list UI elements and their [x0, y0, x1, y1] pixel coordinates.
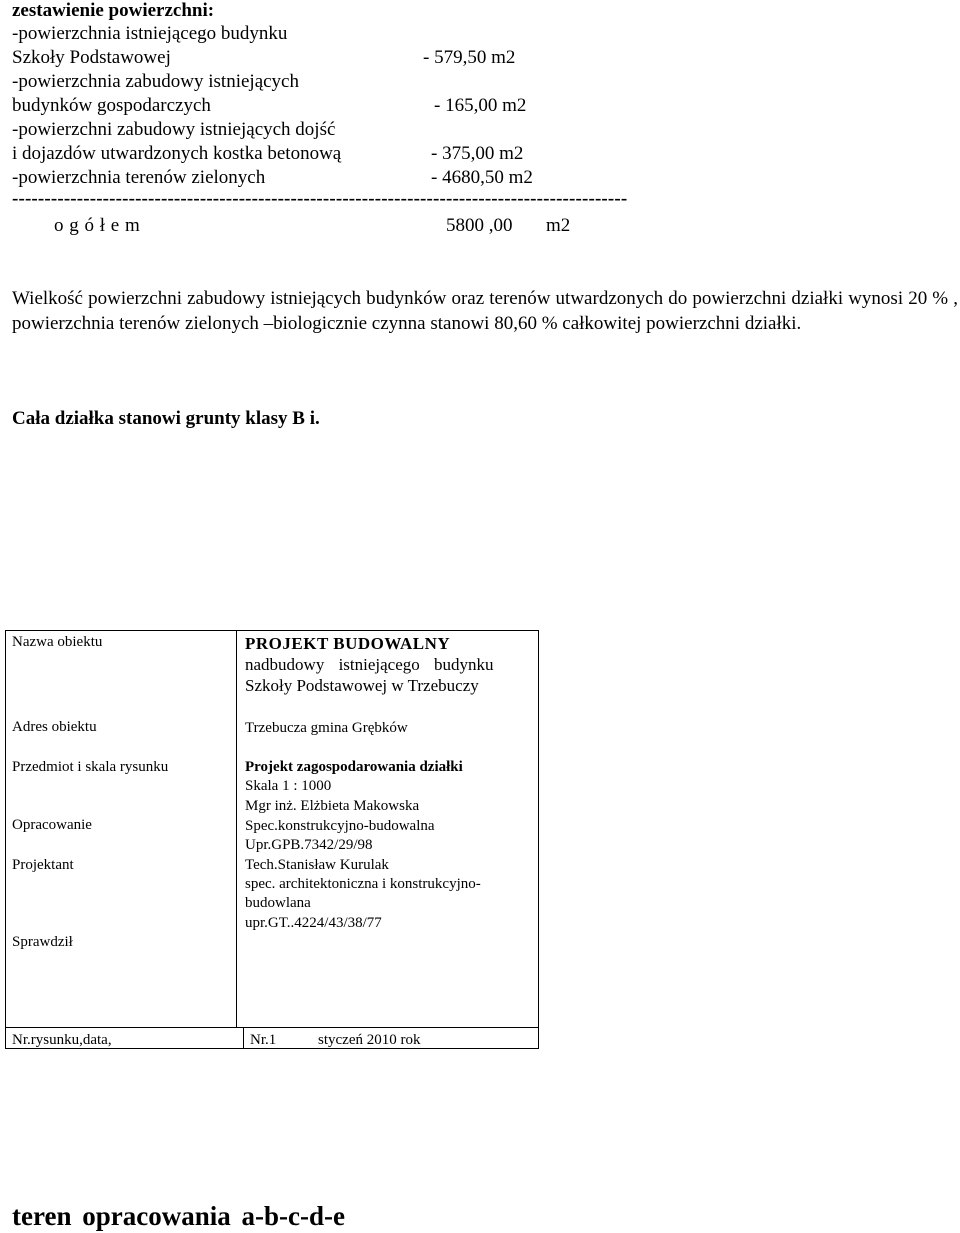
total-value: 5800 ,00	[446, 215, 513, 236]
project-desc-line2: Szkoły Podstawowej w Trzebuczy	[245, 676, 479, 695]
row-1-label-line2: Szkoły Podstawowej	[12, 47, 171, 68]
row-3-value: - 375,00 m2	[431, 143, 524, 164]
coverage-paragraph-text: Wielkość powierzchni zabudowy istniejących budynków oraz terenów utwardzonych do powierzchni działki wynosi 20 % , powierzchnia terenów zielonych –biologicznie czynna stanowi 80,60 % całkowitej powierzchni działki.	[12, 288, 958, 334]
row-4-label-line1: -powierzchnia terenów zielonych	[12, 167, 266, 188]
row-2-value: - 165,00 m2	[434, 95, 527, 116]
drawing-number: Nr.1	[250, 1032, 277, 1048]
summary-heading: zestawienie powierzchni:	[12, 0, 215, 21]
label-designer: Projektant	[12, 857, 74, 873]
author2-specialty-line2: budowlana	[245, 895, 311, 911]
title-block-bottom-rule	[6, 1027, 538, 1028]
author1-license: Upr.GPB.7342/29/98	[245, 837, 373, 853]
row-1-value: - 579,50 m2	[423, 47, 516, 68]
row-4-value: - 4680,50 m2	[431, 167, 533, 188]
author1-specialty: Spec.konstrukcyjno-budowalna	[245, 818, 435, 834]
label-object-name: Nazwa obiektu	[12, 634, 103, 650]
row-2-label-line1: -powierzchnia zabudowy istniejących	[12, 71, 299, 92]
label-checked: Sprawdził	[12, 934, 73, 950]
author2-license: upr.GT..4224/43/38/77	[245, 915, 382, 931]
scale-value: Skala 1 : 1000	[245, 778, 332, 794]
project-title: PROJEKT BUDOWALNY	[245, 634, 451, 653]
row-2-label-line2: budynków gospodarczych	[12, 95, 211, 116]
author2-name: Tech.Stanisław Kurulak	[245, 857, 389, 873]
label-subject-scale: Przedmiot i skala rysunku	[12, 759, 169, 775]
total-label: o g ó ł e m	[54, 215, 141, 236]
coverage-paragraph	[12, 286, 958, 336]
row-3-label-line1: -powierzchni zabudowy istniejących dojść	[12, 119, 336, 140]
project-desc-line1: nadbudowy istniejącego budynku	[245, 655, 494, 674]
object-address-value: Trzebucza gmina Grębków	[245, 720, 408, 736]
row-1-label-line1: -powierzchnia istniejącego budynku	[12, 23, 288, 44]
title-block-divider	[236, 631, 237, 1027]
row-3-label-line2: i dojazdów utwardzonych kostka betonową	[12, 143, 342, 164]
title-block-footer-divider	[243, 1027, 244, 1049]
label-drawing-no-date: Nr.rysunku,data,	[12, 1032, 112, 1048]
soil-class-note: Cała działka stanowi grunty klasy B i.	[12, 408, 320, 429]
drawing-date: styczeń 2010 rok	[318, 1032, 421, 1048]
subject-value: Projekt zagospodarowania działki	[245, 759, 463, 775]
title-block	[5, 630, 539, 1049]
author2-specialty-line1: spec. architektoniczna i konstrukcyjno-	[245, 876, 481, 892]
author1-name: Mgr inż. Elżbieta Makowska	[245, 798, 420, 814]
label-prepared-by: Opracowanie	[12, 817, 92, 833]
total-unit: m2	[546, 215, 571, 236]
separator-line: -----------------------------------------------------------------------------------------------	[12, 188, 628, 209]
label-object-address: Adres obiektu	[12, 719, 97, 735]
footer-heading: teren opracowania a-b-c-d-e	[12, 1201, 345, 1231]
